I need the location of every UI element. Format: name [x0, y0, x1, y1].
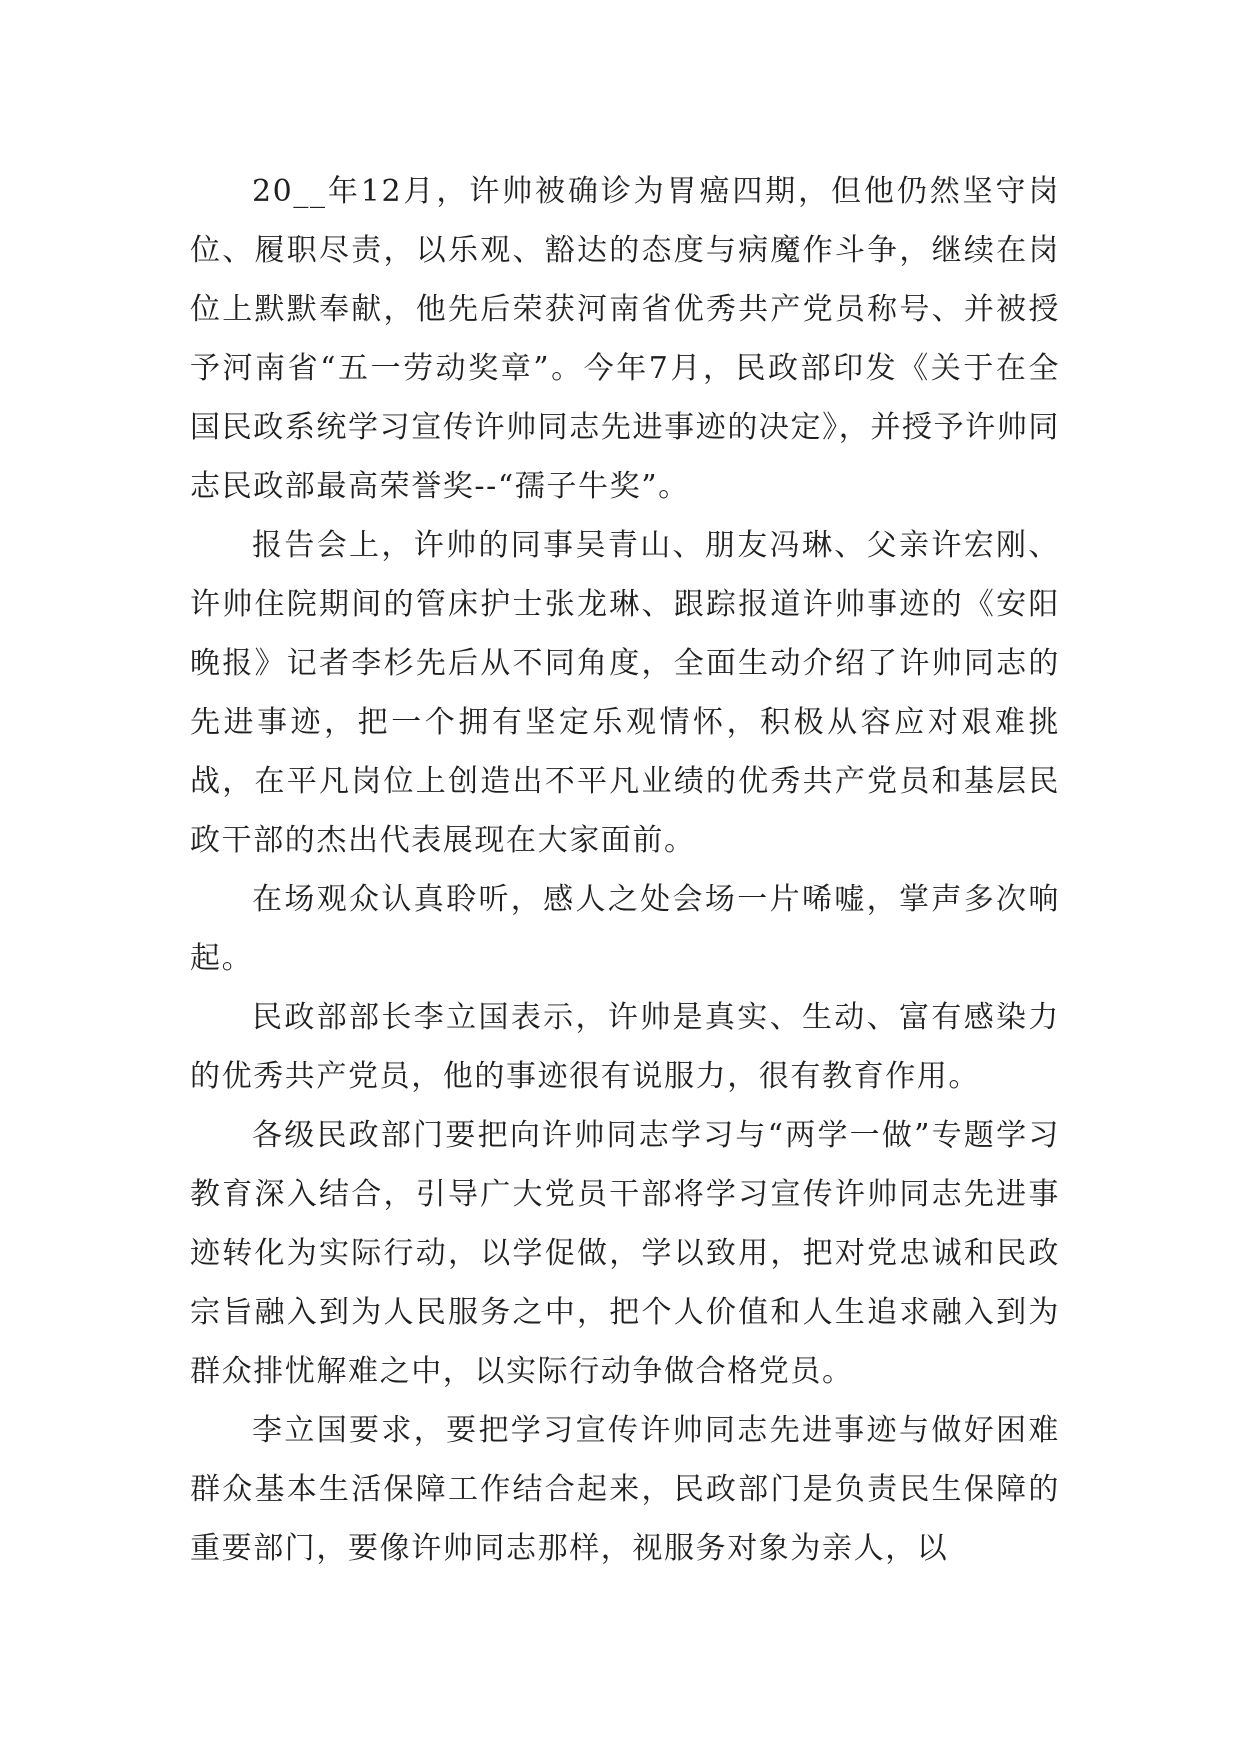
paragraph-minister-requirement: 李立国要求，要把学习宣传许帅同志先进事迹与做好困难群众基本生活保障工作结合起来，民政部门是负责民生保障的重要部门，要像许帅同志那样，视服务对象为亲人，以 — [190, 1413, 1060, 1566]
paragraph-report-meeting: 报告会上，许帅的同事吴青山、朋友冯琳、父亲许宏刚、许帅住院期间的管床护士张龙琳、跟踪报道许帅事迹的《安阳晚报》记者李杉先后从不同角度，全面生动介绍了许帅同志的先进事迹，把一个拥有坚定乐观情怀，积极从容应对艰难挑战，在平凡岗位上创造出不平凡业绩的优秀共产党员和基层民政干部的杰出代表展现在大家面前。 — [190, 528, 1060, 858]
document-body — [190, 162, 1060, 1578]
paragraph-minister-statement: 民政部部长李立国表示，许帅是真实、生动、富有感染力的优秀共产党员，他的事迹很有说服力，很有教育作用。 — [190, 1000, 1060, 1094]
paragraph-audience: 在场观众认真聆听，感人之处会场一片唏嘘，掌声多次响起。 — [190, 882, 1060, 976]
paragraph-departments-learning: 各级民政部门要把向许帅同志学习与“两学一做”专题学习教育深入结合，引导广大党员干部将学习宣传许帅同志先进事迹转化为实际行动，以学促做，学以致用，把对党忠诚和民政宗旨融入到为人民服务之中，把个人价值和人生追求融入到为群众排忧解难之中，以实际行动争做合格党员。 — [190, 1118, 1060, 1389]
paragraph-diagnosis: 20__年12月，许帅被确诊为胃癌四期，但他仍然坚守岗位、履职尽责，以乐观、豁达的态度与病魔作斗争，继续在岗位上默默奉献，他先后荣获河南省优秀共产党员称号、并被授予河南省“五一劳动奖章”。今年7月，民政部印发《关于在全国民政系统学习宣传许帅同志先进事迹的决定》，并授予许帅同志民政部最高荣誉奖--“孺子牛奖”。 — [190, 174, 1060, 504]
